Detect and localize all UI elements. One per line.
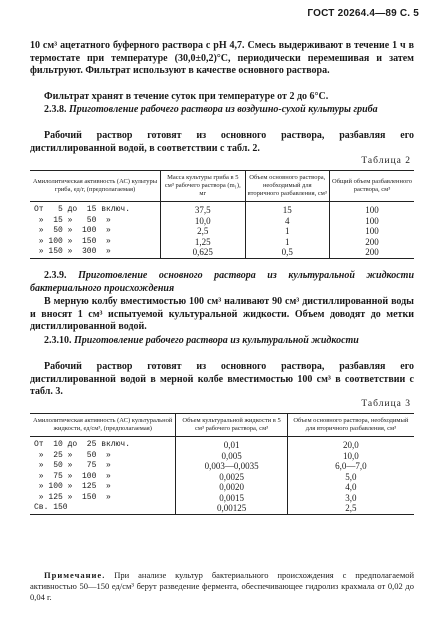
table-3 <box>30 413 414 515</box>
page-header: ГОСТ 20264.4—89 С. 5 <box>307 8 419 19</box>
table-cell: 3,0 <box>287 493 414 504</box>
table-cell: » 100 » 125 » <box>34 482 111 491</box>
table-header-cell: Амилолитическая активность (АС) культуральной жидкости, ед/см³, (предполагаемая) <box>30 414 176 437</box>
section-title: Приготовление основного раствора из культуральной жидкости бактериального происхождения <box>30 270 415 294</box>
table-cell: 100 <box>330 216 415 227</box>
table-cell: 0,00125 <box>176 503 287 514</box>
table-3-caption: Таблица 3 <box>361 399 411 409</box>
table-cell: 0,0020 <box>176 482 287 493</box>
table-header-cell: Объем основного раствора, необходимый для вторичного разбавления, см³ <box>245 171 329 202</box>
table-cell: » 125 » 150 » <box>34 492 111 502</box>
table-cell: 10,0 <box>161 216 245 227</box>
table-header-cell: Объем культуральной жидкости в 5 см³ рабочего раствора, см³ <box>176 414 287 437</box>
table-cell: 2,5 <box>161 226 245 237</box>
table-header-row <box>30 171 414 202</box>
table-2 <box>30 170 414 259</box>
table-header-row <box>30 414 414 437</box>
table-cell: » 50 » 100 » <box>34 226 111 235</box>
table-cell: 15 <box>245 202 329 216</box>
paragraph-1-text: 10 см³ ацетатного буферного раствора с рН 4,7. Смесь выдерживают в течение 1 ч в термостате при температуре (30,0±0,2)°С, периодически перемешивая и затем фильтруют. Фильтрат используют в качестве основного раствора. <box>30 40 414 76</box>
section-number: 2.3.8. <box>44 104 67 115</box>
table-cell: 0,01 <box>176 437 287 451</box>
table-cell: 200 <box>330 247 415 258</box>
note <box>30 570 414 603</box>
table-cell: 1 <box>245 237 329 248</box>
section-number: 2.3.9. <box>44 270 67 281</box>
table-cell: 6,0—7,0 <box>287 461 414 472</box>
table-header-cell: Амилолитическая активность (АС) культуры гриба, ед/г, (предполагаемая) <box>30 171 161 202</box>
table-cell: Св. 150 <box>30 503 176 514</box>
table-header-cell: Масса культуры гриба в 5 см³ рабочего раствора (m₁), мг <box>161 171 245 202</box>
section-2-3-10-heading <box>30 335 414 348</box>
table-cell: » 75 » 100 » <box>34 471 111 481</box>
table-cell: 4 <box>245 216 329 227</box>
table-header-cell: Объем основного раствора, необходимый для вторичного разбавления, см³ <box>287 414 414 437</box>
table-cell: 2,5 <box>287 503 414 514</box>
paragraph-1 <box>30 40 414 78</box>
section-title: Приготовление рабочего раствора из воздушно-сухой культуры гриба <box>69 104 378 115</box>
paragraph-3: Рабочий раствор готовят из основного раствора, разбавляя его дистиллированной водой, в соответствии с табл. 2. <box>30 130 414 154</box>
table-2-caption: Таблица 2 <box>361 156 411 166</box>
paragraph-5: Рабочий раствор готовят из основного раствора, разбавляя его дистиллированной водой в мерной колбе вместимостью 100 см³ в соответствии с табл. 3. <box>30 361 414 397</box>
table-cell: » 100 » 150 » <box>34 236 111 246</box>
table-cell: 1 <box>245 226 329 237</box>
table-cell: От 5 до 15 включ. <box>34 205 131 214</box>
table-header-cell: Общий объем разбавленного раствора, см³ <box>330 171 415 202</box>
table-cell: 0,0025 <box>176 472 287 483</box>
paragraph-4: В мерную колбу вместимостью 100 см³ наливают 90 см³ дистиллированной воды и вносят 1 см³ испытуемой культуральной жидкости. Объем доводят до метки дистиллированной водой. <box>30 296 414 332</box>
table-cell: От 10 до 25 включ. <box>34 440 131 449</box>
table-cell: 0,5 <box>245 247 329 258</box>
table-cell: 4,0 <box>287 482 414 493</box>
table-cell: » 50 » 75 » <box>34 461 111 470</box>
table-cell: 37,5 <box>161 202 245 216</box>
section-number: 2.3.10. <box>44 335 72 346</box>
table-cell: 1,25 <box>161 237 245 248</box>
section-2-3-8-heading <box>30 104 414 117</box>
table-cell: » 150 » 300 » <box>30 247 161 258</box>
table-cell: 10,0 <box>287 451 414 462</box>
table-cell: » 25 » 50 » <box>34 450 111 460</box>
table-cell: 20,0 <box>287 437 414 451</box>
table-cell: 100 <box>330 202 415 216</box>
paragraph-2: Фильтрат хранят в течение суток при температуре от 2 до 6°С. <box>44 91 329 102</box>
note-text: При анализе культур бактериального происхождения с предполагаемой активностью 50—150 ед/см³ берут разведение фермента, обеспечивающее гидролиз крахмала от 0,02 до 0,04 г. <box>30 570 415 602</box>
table-cell: 100 <box>330 226 415 237</box>
section-title: Приготовление рабочего раствора из культуральной жидкости <box>74 335 359 346</box>
table-cell: 0,0015 <box>176 493 287 504</box>
table-cell: 200 <box>330 237 415 248</box>
table-cell: 0,003—0,0035 <box>176 461 287 472</box>
table-cell: 0,625 <box>161 247 245 258</box>
table-cell: 5,0 <box>287 472 414 483</box>
section-2-3-9-heading <box>30 270 414 295</box>
table-cell: » 15 » 50 » <box>34 215 111 225</box>
note-label: Примечание. <box>44 570 106 580</box>
table-cell: 0,005 <box>176 451 287 462</box>
